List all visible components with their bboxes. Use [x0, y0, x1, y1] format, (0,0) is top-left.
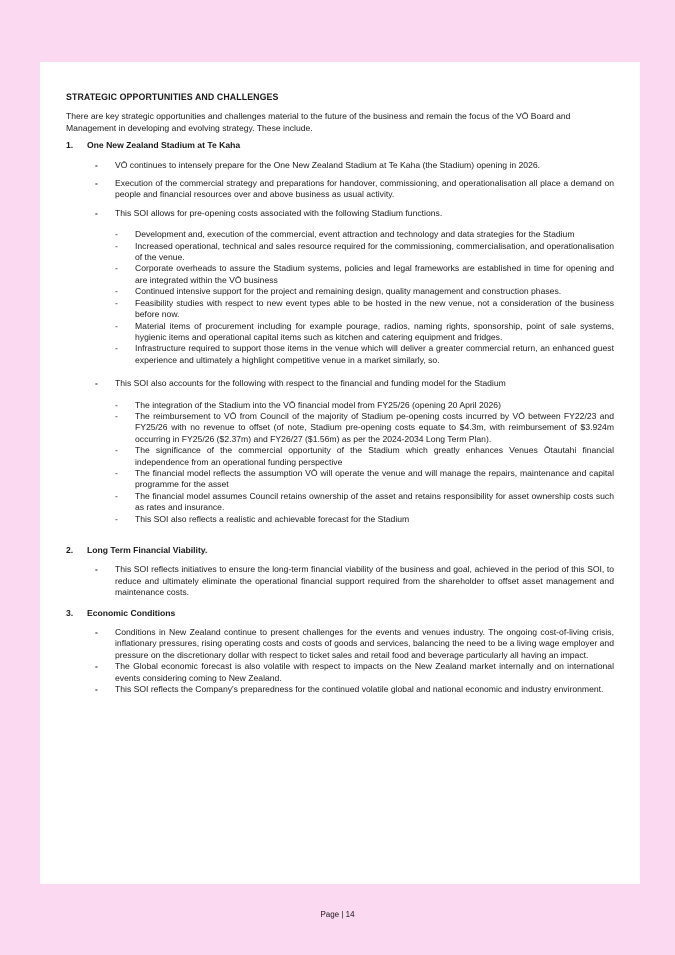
sub-list-item-text: Infrastructure required to support those items in the venue which will deliver a greater commercial return, an enhanced guest experience and ultimately a highlight competitive venue in a market similarly, so.: [135, 343, 614, 365]
bullet-marker: -: [95, 178, 98, 189]
bullet-marker: -: [95, 564, 98, 575]
sub-list-item: [66, 400, 614, 411]
document-page: [40, 62, 640, 884]
sub-list-item: [66, 343, 614, 366]
sub-list-item-text: The integration of the Stadium into the VŌ financial model from FY25/26 (opening 20 April 2026): [135, 399, 501, 410]
sub-bullet-marker: -: [115, 343, 118, 354]
list-item-text: VŌ continues to intensely prepare for the One New Zealand Stadium at Te Kaha (the Stadium) opening in 2026.: [115, 159, 541, 170]
financial-sublist: [66, 400, 614, 525]
sub-list-item: [66, 298, 614, 321]
section-heading-financial-viability: [66, 545, 614, 556]
sub-list-item: [66, 321, 614, 344]
list-item: [66, 661, 614, 684]
page-heading: STRATEGIC OPPORTUNITIES AND CHALLENGES: [66, 92, 279, 102]
sub-list-item: [66, 263, 614, 286]
section-number: 2.: [66, 545, 74, 555]
sub-bullet-marker: -: [115, 399, 118, 410]
list-item: [66, 178, 614, 201]
sub-bullet-marker: -: [115, 229, 118, 240]
sub-bullet-marker: -: [115, 410, 118, 421]
sub-list-item-text: Increased operational, technical and sales resource required for the commissioning, commercialisation, and operationalisation of the venue.: [135, 240, 614, 263]
sub-list-item: [66, 445, 614, 468]
page-number: Page | 14: [320, 910, 355, 919]
bullet-marker: -: [95, 627, 98, 638]
sub-bullet-marker: -: [115, 445, 118, 456]
intro-paragraph: There are key strategic opportunities and challenges material to the future of the business and remain the focus of the VŌ Board and Management in developing and evolving strategy. These include.: [66, 111, 571, 133]
bullet-marker: -: [95, 159, 98, 170]
section-title: Economic Conditions: [87, 607, 176, 618]
list-item: [66, 564, 614, 598]
sub-list-item-text: Development and, execution of the commercial, event attraction and technology and data strategies for the Stadium: [135, 229, 575, 240]
list-item: [66, 627, 614, 661]
sub-bullet-marker: -: [115, 467, 118, 478]
sub-list-item-text: The financial model assumes Council retains ownership of the asset and retains responsibility for asset ownership costs such as rates and insurance.: [135, 490, 614, 513]
bullet-marker: -: [95, 378, 98, 389]
section-number: 3.: [66, 607, 74, 618]
sub-list-item: [66, 286, 614, 297]
sub-bullet-marker: -: [115, 286, 118, 297]
sub-list-item: [66, 491, 614, 514]
bullet-marker: -: [95, 661, 98, 672]
list-item: [66, 160, 614, 171]
list-item: [66, 208, 614, 219]
section-title: Long Term Financial Viability.: [87, 545, 208, 555]
sub-bullet-marker: -: [115, 297, 118, 308]
bullet-marker: -: [95, 684, 98, 695]
sub-list-item-text: Corporate overheads to assure the Stadium systems, policies and legal frameworks are established in time for opening and are integrated within the VŌ business: [135, 263, 614, 285]
list-item-text: This SOI allows for pre-opening costs associated with the following Stadium functions.: [115, 207, 443, 218]
sub-list-item-text: The financial model reflects the assumption VŌ will operate the venue and will manage the repairs, maintenance and capital programme for the asset: [135, 467, 614, 490]
list-item-text: Execution of the commercial strategy and preparations for handover, commissioning, and operationalisation all place a demand on people and financial resources over and above business as usual activity.: [115, 178, 614, 200]
sub-bullet-marker: -: [115, 320, 118, 331]
list-item-text: Conditions in New Zealand continue to present challenges for the events and venues industry. The ongoing cost-of-living crisis, inflationary pressures, rising operating costs and costs of goods and services, balancing the need to be a living wage employer and pressure on the discretionary dollar with respect to ticket sales and retail food and beverage particularly all having an impact.: [115, 627, 614, 660]
list-item: [66, 684, 614, 695]
bullet-marker: -: [95, 207, 98, 218]
list-item-text: The Global economic forecast is also volatile with respect to impacts on the New Zealand market internally and on international events considering coming to New Zealand.: [115, 661, 614, 683]
sub-list-item: [66, 241, 614, 264]
sub-list-item: [66, 514, 614, 525]
sub-bullet-marker: -: [115, 490, 118, 501]
sub-list-item-text: Continued intensive support for the project and remaining design, quality management and construction phases.: [135, 286, 562, 297]
sub-bullet-marker: -: [115, 513, 118, 524]
section-title: One New Zealand Stadium at Te Kaha: [87, 140, 241, 151]
sub-bullet-marker: -: [115, 240, 118, 251]
list-item-text: This SOI reflects the Company's preparedness for the continued volatile global and national economic and industry environment.: [115, 684, 604, 695]
list-item: [66, 378, 614, 389]
section-number: 1.: [66, 140, 74, 151]
sub-list-item: [66, 411, 614, 445]
sub-list-item-text: Material items of procurement including for example pourage, radios, naming rights, sponsorship, point of sale systems, hygienic items and operational capital items such as kitchen and catering equipment and fridges.: [135, 320, 614, 342]
sub-list-item: [66, 468, 614, 491]
section-heading-economic-conditions: [66, 608, 614, 619]
preopening-sublist: [66, 229, 614, 366]
sub-list-item-text: This SOI also reflects a realistic and achievable forecast for the Stadium: [135, 513, 410, 524]
sub-list-item-text: Feasibility studies with respect to new event types able to be hosted in the new venue, not a consideration of the business before now.: [135, 297, 614, 320]
sub-bullet-marker: -: [115, 263, 118, 274]
list-item-text: This SOI reflects initiatives to ensure the long-term financial viability of the business and goal, achieved in the period of this SOI, to reduce and ultimately eliminate the operational financial support required from the shareholder to offset asset management and maintenance costs.: [115, 564, 614, 598]
sub-list-item: [66, 229, 614, 240]
section-heading-stadium: [66, 140, 614, 151]
sub-list-item-text: The reimbursement to VŌ from Council of the majority of Stadium pe-opening costs incurred by VŌ between FY22/23 and FY25/26 with no revenue to offset (of note, Stadium pre-opening costs equate to $4.3m, with reimbursement of $3.924m occurring in FY25/26 ($2.37m) and FY26/27 ($1.56m) as per the 2024-2034 Long Term Plan).: [135, 410, 614, 444]
sub-list-item-text: The significance of the commercial opportunity of the Stadium which greatly enhances Venues Ōtautahi financial independence from an operational funding perspective: [135, 445, 614, 467]
list-item-text: This SOI also accounts for the following with respect to the financial and funding model for the Stadium: [115, 378, 506, 389]
